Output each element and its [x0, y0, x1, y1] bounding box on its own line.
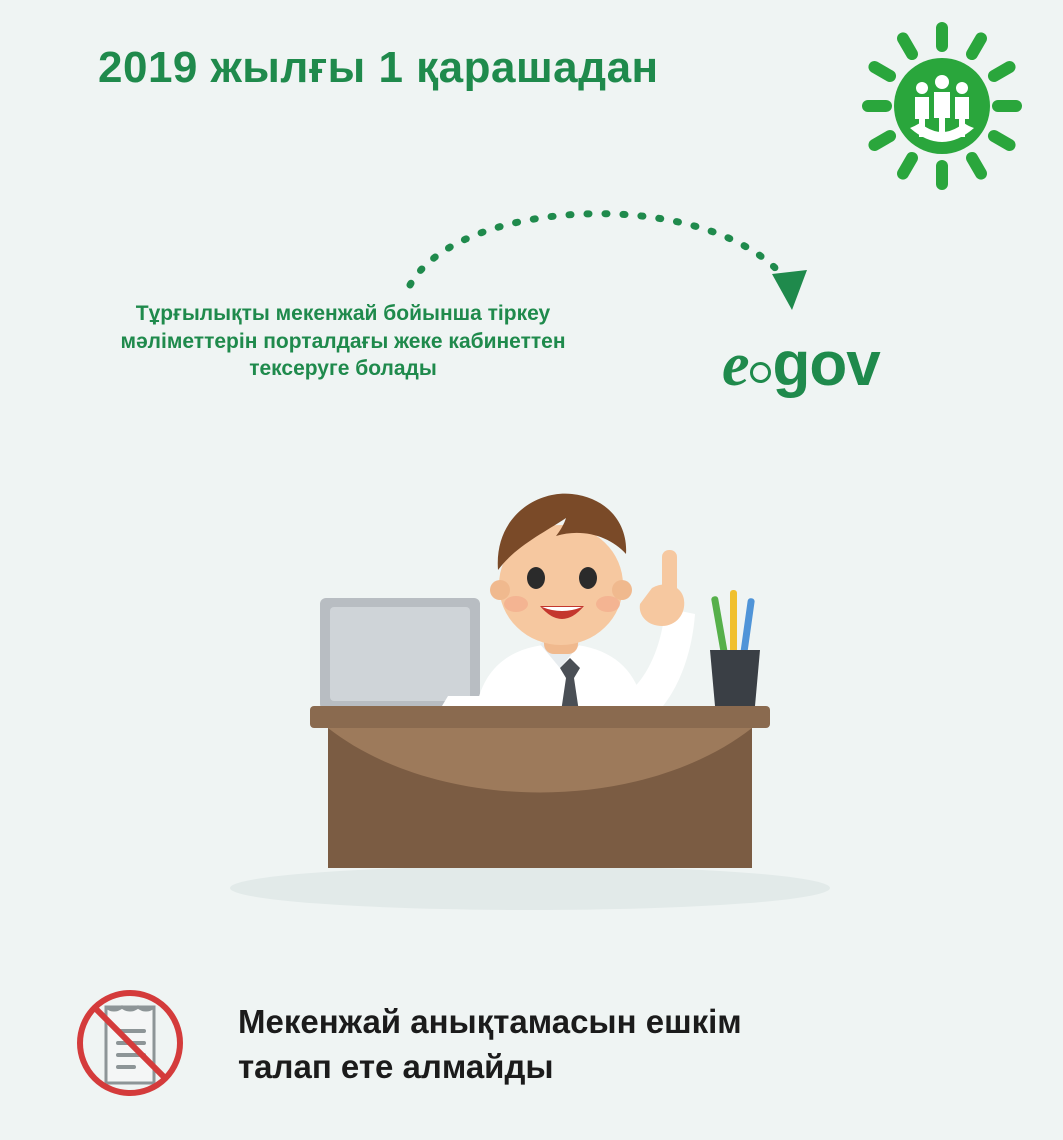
- egov-dot-icon: [750, 362, 771, 383]
- no-document-prohibited-icon: [72, 985, 192, 1105]
- egov-wordmark: [722, 325, 952, 405]
- egov-suffix: gov: [772, 330, 880, 399]
- page-title: 2019 жылғы 1 қарашадан: [98, 43, 659, 92]
- egov-prefix: e: [722, 331, 749, 399]
- callout-text: Тұрғылықты мекенжай бойынша тіркеу мәліметтерін порталдағы жеке кабинеттен тексеруге болады: [120, 302, 566, 381]
- man-at-desk-with-computer-illustration: [210, 400, 850, 920]
- bottom-statement: Мекенжай анықтамасын ешкім талап ете алмайды: [238, 1003, 742, 1085]
- family-sun-logo-icon: [862, 22, 1022, 190]
